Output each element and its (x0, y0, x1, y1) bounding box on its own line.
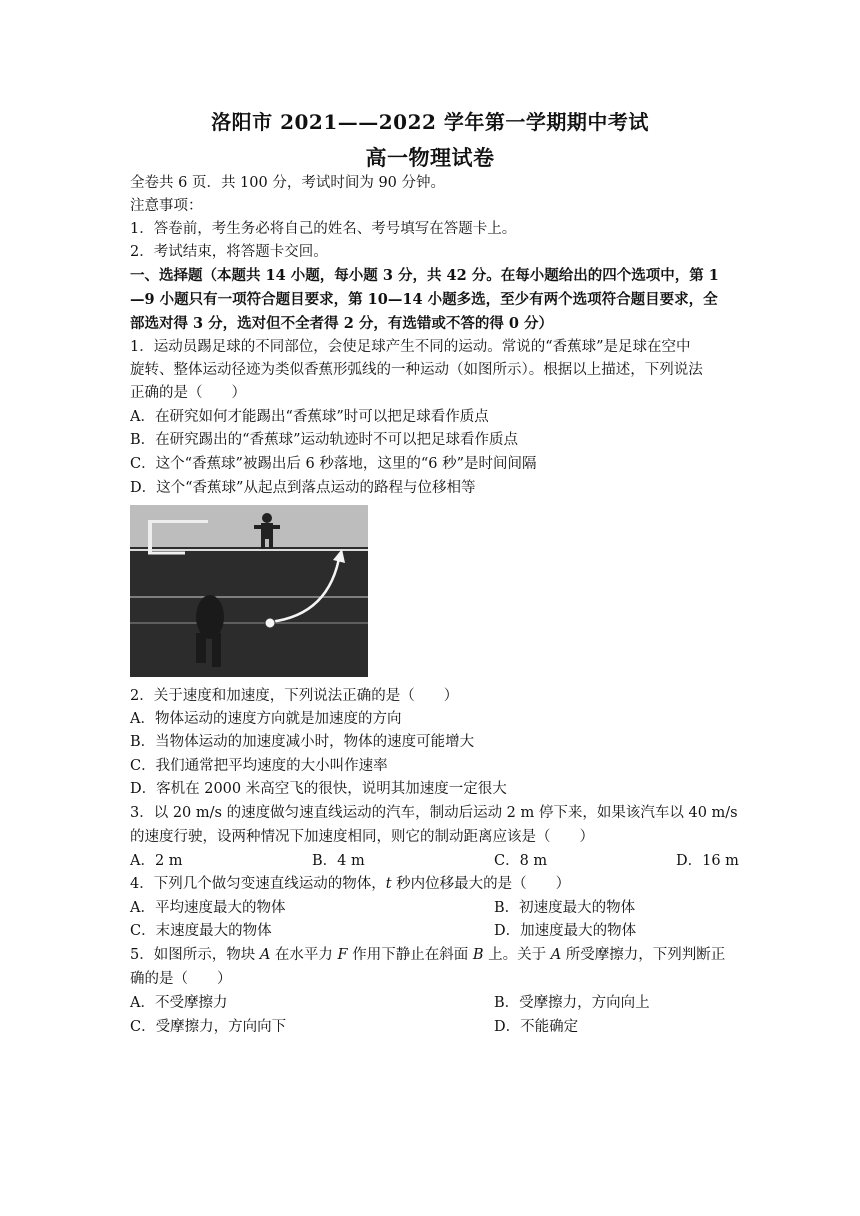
question-stem: 3．以 20 m/s 的速度做匀速直线运动的汽车，制动后运动 2 m 停下来，如果该汽车以 40 m/s (130, 805, 738, 821)
option-b: B．初速度最大的物体 (494, 900, 636, 916)
option-d: D．不能确定 (494, 1019, 579, 1035)
question-stem (130, 873, 735, 895)
intro-line: 全卷共 6 页．共 100 分，考试时间为 90 分钟。 (130, 175, 446, 191)
option-c: C．我们通常把平均速度的大小叫作速率 (130, 758, 388, 774)
option-d: D．这个“香蕉球”从起点到落点运动的路程与位移相等 (130, 480, 476, 496)
stem-text: 秒内位移最大的是（ ） (391, 876, 571, 892)
variable-f: F (337, 947, 348, 963)
option-b: B．4 m (312, 853, 365, 869)
option-a: A．2 m (130, 853, 183, 869)
question-stem: 的速度行驶，设两种情况下加速度相同，则它的制动距离应该是（ ） (130, 829, 594, 845)
option-b: B．受摩擦力，方向向上 (494, 995, 650, 1011)
option-c: C．这个“香蕉球”被踢出后 6 秒落地，这里的“6 秒”是时间间隔 (130, 456, 537, 472)
option-a: A．平均速度最大的物体 (130, 900, 286, 916)
exam-subtitle: 高一物理试卷 (365, 145, 495, 170)
variable-b: B (472, 947, 484, 963)
option-c: C．8 m (494, 853, 548, 869)
question-stem: 2．关于速度和加速度，下列说法正确的是（ ） (130, 688, 459, 704)
intro-line: 1．答卷前，考生务必将自己的姓名、考号填写在答题卡上。 (130, 221, 517, 237)
section-heading: 部选对得 3 分，选对但不全者得 2 分，有选错或不答的得 0 分） (130, 315, 554, 332)
section-heading: 一、选择题（本题共 14 小题，每小题 3 分，共 42 分。在每小题给出的四个选项中，第 1 (130, 267, 719, 284)
banana-kick-photo (130, 505, 368, 677)
intro-line: 注意事项： (130, 198, 203, 214)
stem-text: 4．下列几个做匀变速直线运动的物体， (130, 876, 386, 892)
question-stem: 确的是（ ） (130, 971, 232, 987)
option-d: D．加速度最大的物体 (494, 923, 637, 939)
intro-line: 2．考试结束，将答题卡交回。 (130, 244, 328, 260)
option-d: D．16 m (676, 853, 739, 869)
variable-a: A (550, 947, 562, 963)
option-c: C．末速度最大的物体 (130, 923, 272, 939)
stem-text: 作用下静止在斜面 (347, 947, 473, 963)
variable-a: A (259, 947, 271, 963)
option-b: B．在研究踢出的“香蕉球”运动轨迹时不可以把足球看作质点 (130, 432, 518, 448)
question-stem: 旋转、整体运动径迹为类似香蕉形弧线的一种运动（如图所示）。根据以上描述，下列说法 (130, 362, 703, 378)
question-stem (130, 944, 735, 966)
question-stem: 正确的是（ ） (130, 385, 246, 401)
option-a: A．物体运动的速度方向就是加速度的方向 (130, 711, 402, 727)
question-stem: 1．运动员踢足球的不同部位，会使足球产生不同的运动。常说的“香蕉球”是足球在空中 (130, 339, 691, 355)
stem-text: 在水平力 (270, 947, 338, 963)
option-c: C．受摩擦力，方向向下 (130, 1019, 287, 1035)
option-a: A．不受摩擦力 (130, 995, 228, 1011)
exam-title: 洛阳市 2021——2022 学年第一学期期中考试 (211, 110, 649, 134)
section-heading: —9 小题只有一项符合题目要求，第 10—14 小题多选，至少有两个选项符合题目要求，全 (130, 291, 718, 308)
stem-text: 上。关于 (483, 947, 551, 963)
option-b: B．当物体运动的加速度减小时，物体的速度可能增大 (130, 734, 475, 750)
option-d: D．客机在 2000 米高空飞的很快，说明其加速度一定很大 (130, 781, 507, 797)
option-a: A．在研究如何才能踢出“香蕉球”时可以把足球看作质点 (130, 409, 489, 425)
stem-text: 所受摩擦力，下列判断正 (561, 947, 726, 963)
variable-t: t (385, 876, 392, 892)
stem-text: 5．如图所示，物块 (130, 947, 260, 963)
